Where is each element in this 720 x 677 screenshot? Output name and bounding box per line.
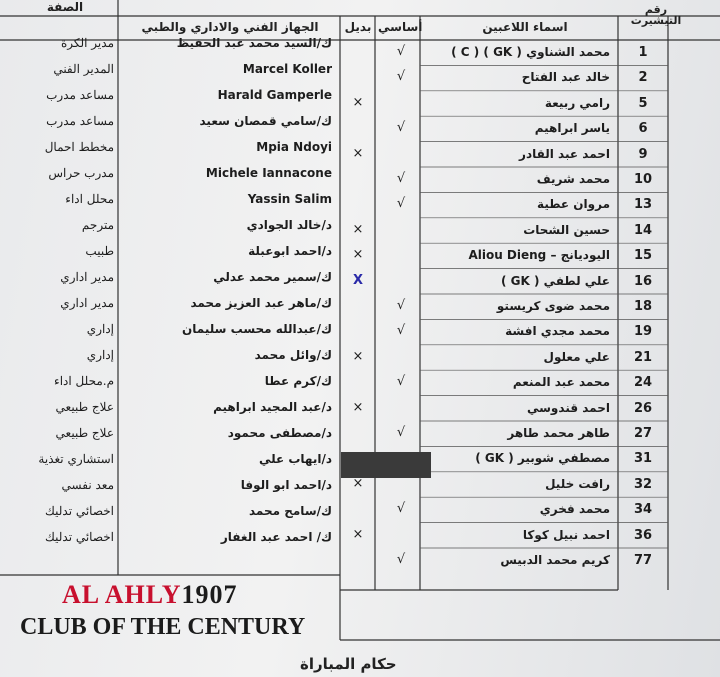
staff-name: د/احمد ابو الوفا — [240, 478, 332, 492]
starter-mark: √ — [396, 298, 406, 313]
starter-mark: √ — [396, 552, 406, 567]
starter-mark: √ — [396, 374, 406, 390]
shirt-number: 1 — [638, 45, 648, 60]
player-name: خالد عبد الفتاح — [521, 70, 610, 85]
player-name: احمد نبيل كوكا — [522, 527, 610, 542]
logo-year: 1907 — [181, 580, 238, 609]
player-name: محمد ضوى كريستو — [496, 299, 610, 313]
staff-role: علاج طبيعي — [55, 400, 114, 414]
header-role: الصفة — [46, 0, 84, 14]
player-name: علي لطفي ( GK ) — [500, 273, 610, 288]
staff-role: مدير اداري — [60, 270, 114, 284]
sub-mark: × — [352, 348, 364, 364]
staff-name: ك/سمير محمد عدلي — [213, 270, 332, 284]
shirt-number: 6 — [638, 121, 648, 137]
shirt-number: 2 — [638, 70, 648, 86]
shirt-number: 9 — [638, 146, 648, 162]
shirt-number: 18 — [633, 299, 653, 314]
staff-role: معد نفسي — [61, 478, 114, 492]
shirt-number: 10 — [633, 172, 653, 187]
staff-name: ك/كرم عطا — [264, 374, 332, 388]
referees-heading: حكام المباراة — [300, 655, 397, 673]
sub-mark: × — [352, 94, 364, 110]
shirt-number: 19 — [633, 324, 653, 340]
header-shirt-number: رقم التيشيرت — [630, 3, 682, 27]
sub-mark: × — [352, 475, 364, 491]
starter-mark: √ — [396, 425, 406, 440]
shirt-number: 26 — [633, 400, 653, 416]
staff-role: محلل اداء — [65, 192, 114, 206]
header-players: اسماء اللاعبين — [482, 20, 568, 34]
logo-tagline: CLUB OF THE CENTURY — [20, 614, 306, 640]
staff-role: مساعد مدرب — [46, 114, 114, 128]
player-name: محمد مجدي افشة — [505, 324, 610, 339]
player-name: احمد قندوسي — [526, 400, 610, 415]
staff-role: مترجم — [81, 218, 114, 232]
staff-name: ك/ماهر عبد العزيز محمد — [190, 296, 332, 310]
player-name: محمد الشناوي ( GK ) ( C ) — [451, 45, 610, 59]
logo-brand: AL AHLY — [62, 580, 182, 609]
starter-mark: √ — [396, 69, 406, 85]
player-name: ياسر ابراهيم — [534, 121, 610, 136]
staff-name: ك/وائل محمد — [254, 348, 332, 362]
player-name: علي معلول — [543, 349, 610, 364]
shirt-number: 24 — [633, 375, 653, 391]
staff-role: مساعد مدرب — [46, 88, 114, 102]
staff-role: علاج طبيعي — [55, 426, 114, 440]
shirt-number: 16 — [633, 273, 653, 289]
staff-name: د/احمد ابوعبلة — [248, 244, 332, 258]
player-name: طاهر محمد طاهر — [507, 426, 610, 440]
staff-role: استشاري تغذية — [38, 452, 114, 466]
staff-name: Harald Gamperle — [217, 88, 332, 102]
starter-mark: √ — [396, 501, 406, 517]
player-name: محمد شريف — [536, 172, 610, 186]
club-logo — [62, 580, 237, 610]
player-name: رافت خليل — [545, 476, 610, 491]
header-staff: الجهاز الفني والاداري والطبي — [141, 20, 319, 34]
header-sub: بديل — [344, 20, 372, 34]
staff-role: إداري — [86, 348, 114, 362]
staff-role: إداري — [86, 322, 114, 336]
header-starter: أساسي — [378, 20, 423, 34]
starter-mark: √ — [396, 44, 406, 59]
player-name: اليوديانج – Aliou Dieng — [468, 248, 610, 263]
staff-name: د/عبد المجيد ابراهيم — [213, 400, 332, 414]
staff-name: د/مصطفى محمود — [227, 426, 332, 440]
player-name: كريم محمد الدبيس — [500, 553, 610, 567]
staff-role: مدرب حراس — [48, 166, 114, 180]
staff-name: Michele Iannacone — [205, 166, 332, 180]
shirt-number: 5 — [638, 95, 648, 111]
staff-name: د/ايهاب علي — [258, 452, 332, 466]
sub-mark: × — [352, 526, 364, 542]
shirt-number: 14 — [633, 222, 653, 238]
staff-name: Yassin Salim — [247, 192, 332, 206]
starter-mark: √ — [396, 323, 406, 339]
shirt-number: 34 — [633, 502, 653, 518]
shirt-number: 27 — [633, 426, 653, 441]
staff-name: ك/سامي قمصان سعيد — [199, 114, 332, 128]
player-name: محمد عبد المنعم — [512, 375, 610, 390]
shirt-number: 36 — [633, 527, 653, 543]
sub-mark: × — [352, 399, 364, 415]
sub-mark: × — [352, 145, 364, 161]
shirt-number: 31 — [633, 451, 653, 467]
starter-mark: √ — [396, 196, 406, 212]
staff-name: ك/السيد محمد عبد الحفيظ — [176, 36, 332, 50]
staff-role: م.محلل اداء — [54, 374, 114, 388]
player-name: مصطفي شوبير ( GK ) — [475, 451, 610, 466]
sub-mark: × — [352, 247, 364, 263]
starter-mark: √ — [396, 171, 406, 186]
staff-name: Mpia Ndoyi — [256, 140, 332, 154]
starter-mark: √ — [396, 120, 406, 136]
staff-name: د/خالد الجوادي — [246, 218, 332, 232]
staff-role: مخطط احمال — [44, 140, 114, 154]
player-name: رامي ربيعة — [544, 95, 610, 110]
sub-mark: × — [352, 221, 364, 237]
shirt-number: 32 — [633, 476, 653, 492]
shirt-number: 77 — [633, 553, 653, 568]
shirt-number: 13 — [633, 197, 653, 213]
player-name: مروان عطية — [537, 197, 610, 212]
sub-mark: X — [352, 272, 364, 288]
shirt-number: 21 — [633, 349, 653, 365]
player-name: احمد عبد القادر — [519, 146, 610, 161]
staff-name: ك/ احمد عبد الغفار — [220, 530, 332, 544]
staff-role: مدير اداري — [60, 296, 114, 310]
staff-role: طبيب — [85, 244, 114, 258]
shirt-number: 15 — [633, 248, 653, 264]
staff-role: اخصائي تدليك — [45, 504, 114, 518]
staff-role: اخصائي تدليك — [45, 530, 114, 544]
staff-name: Marcel Koller — [242, 62, 332, 76]
staff-role: مدير الكرة — [60, 36, 114, 50]
player-name: حسين الشحات — [523, 222, 610, 237]
player-name: محمد فخري — [539, 502, 610, 517]
staff-name: ك/عبدالله محسب سليمان — [182, 322, 332, 336]
staff-role: المدير الفني — [53, 62, 114, 76]
staff-name: ك/سامح محمد — [249, 504, 332, 518]
